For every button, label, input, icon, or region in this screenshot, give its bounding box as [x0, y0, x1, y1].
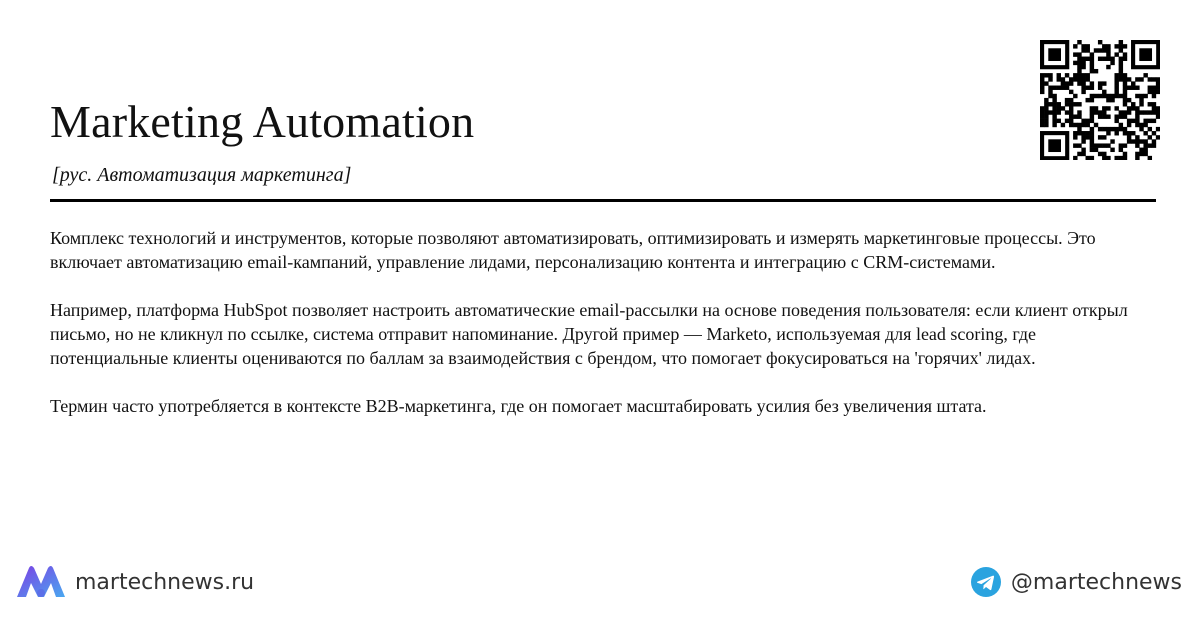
site-name: martechnews.ru	[75, 569, 255, 595]
definition-body	[50, 226, 1156, 442]
example-paragraph: Например, платформа HubSpot позволяет настроить автоматические email-рассылки на основе поведения пользователя: если клиент открыл письмо, но не кликнул по ссылке, система отправит напоминание. Другой пример — Marketo, используемая для lead scoring, где потенциальные клиенты оцениваются по баллам за взаимодействия с брендом, что помогает фокусироваться на 'горячих' лидах.	[50, 300, 1128, 368]
usage-paragraph: Термин часто употребляется в контексте B2B-маркетинга, где он помогает масштабировать усилия без увеличения штата.	[50, 396, 987, 416]
page-title: Marketing Automation	[50, 96, 475, 147]
header-divider	[50, 199, 1156, 202]
term-translation: [рус. Автоматизация маркетинга]	[52, 164, 352, 186]
qr-code-icon[interactable]	[1040, 40, 1160, 160]
telegram-icon	[971, 567, 1001, 597]
martechnews-logo-icon	[15, 564, 67, 600]
definition-paragraph: Комплекс технологий и инструментов, которые позволяют автоматизировать, оптимизировать и измерять маркетинговые процессы. Это включает автоматизацию email-кампаний, управление лидами, персонализацию контента и интеграцию с CRM-системами.	[50, 228, 1096, 272]
qr-code-graphic	[1040, 40, 1160, 160]
telegram-handle: @martechnews	[1010, 569, 1182, 595]
footer-site-link[interactable]	[15, 562, 254, 602]
footer-telegram-link[interactable]	[971, 562, 1182, 602]
